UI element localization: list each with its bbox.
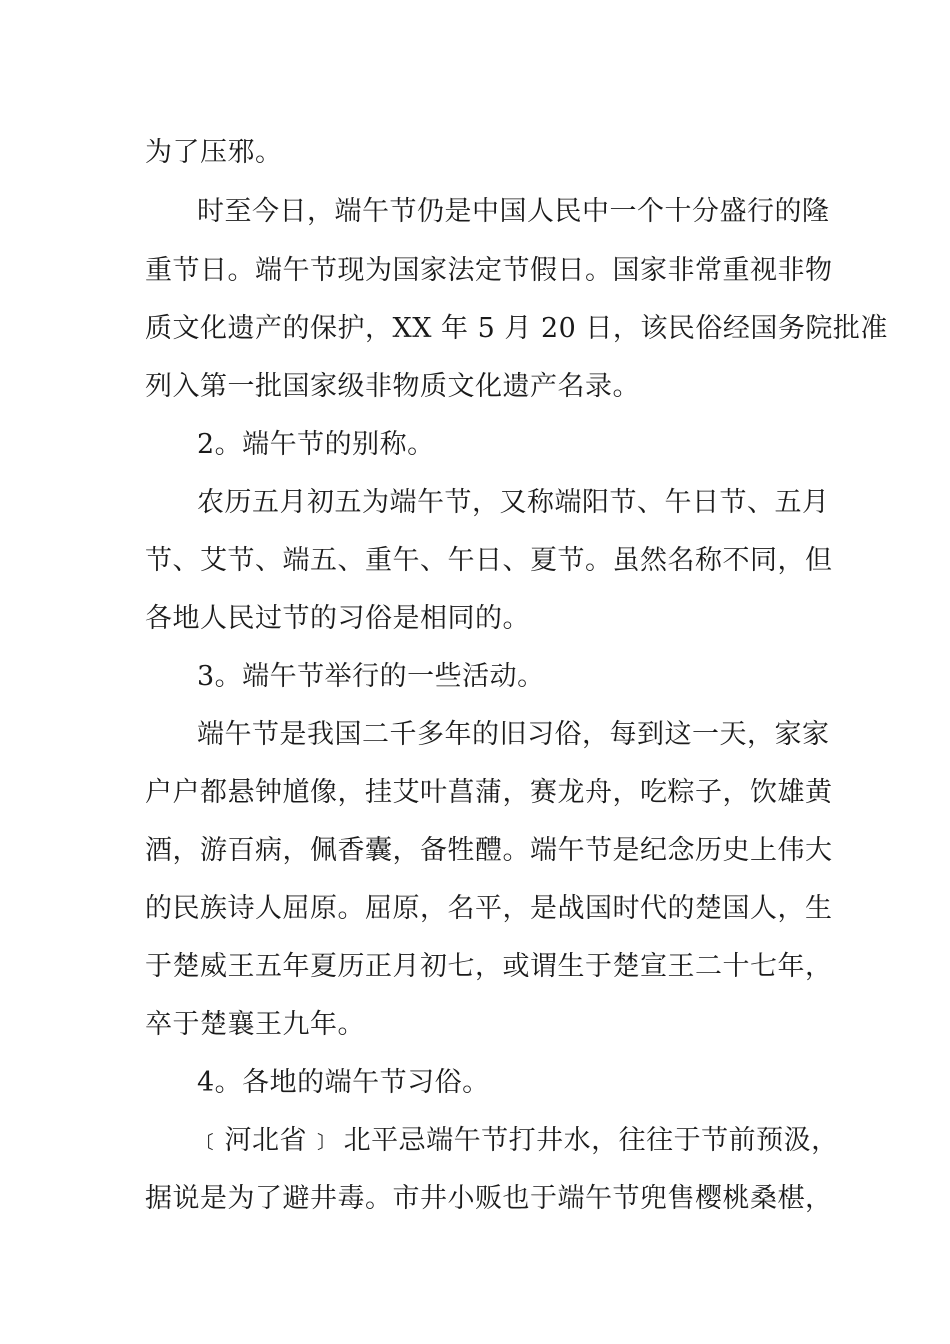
text-line: 质文化遗产的保护，XX 年 5 月 20 日，该民俗经国务院批准 bbox=[145, 313, 888, 344]
text-line: 各地人民过节的习俗是相同的。 bbox=[145, 603, 530, 634]
paragraph-start: ﹝河北省﹞ 北平忌端午节打井水，往往于节前预汲， bbox=[197, 1125, 839, 1156]
section-heading: 4。各地的端午节习俗。 bbox=[197, 1067, 490, 1098]
text-line: 为了压邪。 bbox=[145, 137, 283, 168]
text-line: 节、艾节、端五、重午、午日、夏节。虽然名称不同，但 bbox=[145, 545, 833, 576]
text-line: 据说是为了避井毒。市井小贩也于端午节兜售樱桃桑椹， bbox=[145, 1183, 833, 1214]
paragraph-start: 端午节是我国二千多年的旧习俗，每到这一天，家家 bbox=[197, 719, 830, 750]
section-heading: 2。端午节的别称。 bbox=[197, 429, 435, 460]
text-line: 酒，游百病，佩香囊，备牲醴。端午节是纪念历史上伟大 bbox=[145, 835, 833, 866]
text-line: 列入第一批国家级非物质文化遗产名录。 bbox=[145, 371, 640, 402]
paragraph-start: 农历五月初五为端午节，又称端阳节、午日节、五月 bbox=[197, 487, 830, 518]
section-heading: 3。端午节举行的一些活动。 bbox=[197, 661, 545, 692]
text-line: 重节日。端午节现为国家法定节假日。国家非常重视非物 bbox=[145, 255, 833, 286]
text-line: 于楚威王五年夏历正月初七，或谓生于楚宣王二十七年， bbox=[145, 951, 833, 982]
paragraph-start: 时至今日，端午节仍是中国人民中一个十分盛行的隆 bbox=[197, 196, 830, 227]
text-line: 户户都悬钟馗像，挂艾叶菖蒲，赛龙舟，吃粽子，饮雄黄 bbox=[145, 777, 833, 808]
text-line: 卒于楚襄王九年。 bbox=[145, 1009, 365, 1040]
text-line: 的民族诗人屈原。屈原，名平，是战国时代的楚国人，生 bbox=[145, 893, 833, 924]
